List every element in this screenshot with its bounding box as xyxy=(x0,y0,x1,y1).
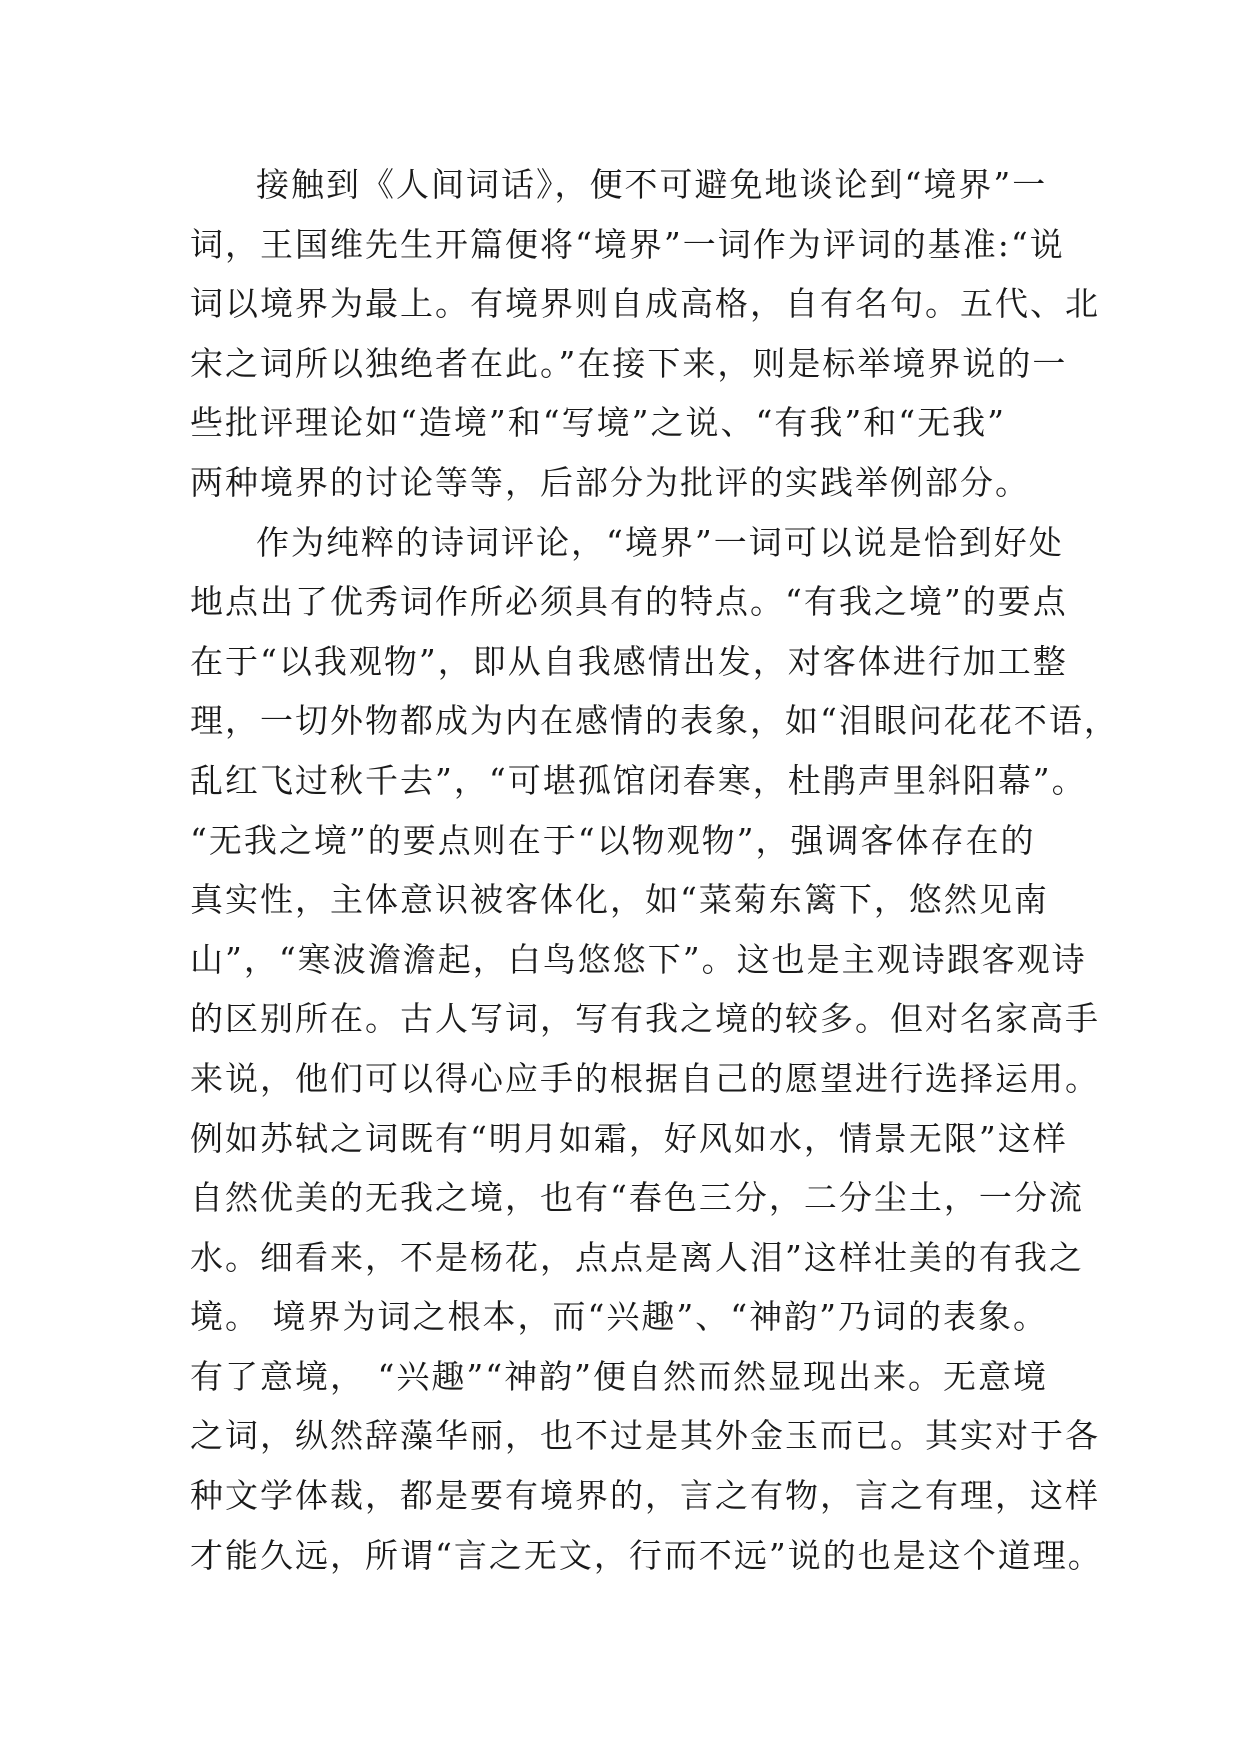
text-line: 的区别所在。古人写词，写有我之境的较多。但对名家高手 xyxy=(190,999,1100,1039)
text-line: 有了意境， “兴趣”“神韵”便自然而然显现出来。无意境 xyxy=(190,1356,1048,1396)
text-line: 理，一切外物都成为内在感情的表象，如“泪眼问花花不语， xyxy=(190,701,1119,741)
text-line: “无我之境”的要点则在于“以物观物”，强调客体存在的 xyxy=(190,820,1036,860)
text-line: 两种境界的讨论等等，后部分为批评的实践举例部分。 xyxy=(190,462,1030,502)
text-line: 水。细看来，不是杨花，点点是离人泪”这样壮美的有我之 xyxy=(190,1237,1084,1277)
text-line: 宋之词所以独绝者在此。”在接下来，则是标举境界说的一 xyxy=(190,343,1068,383)
text-line: 作为纯粹的诗词评论，“境界”一词可以说是恰到好处 xyxy=(256,522,1064,562)
text-line: 之词，纵然辞藻华丽，也不过是其外金玉而已。其实对于各 xyxy=(190,1416,1100,1456)
text-line: 词以境界为最上。有境界则自成高格，自有名句。五代、北 xyxy=(190,284,1100,324)
body-text xyxy=(190,155,1119,1585)
text-line: 乱红飞过秋千去”，“可堪孤馆闭春寒，杜鹃声里斜阳幕”。 xyxy=(190,760,1087,800)
text-line: 在于“以我观物”，即从自我感情出发，对客体进行加工整 xyxy=(190,641,1068,681)
text-line: 例如苏轼之词既有“明月如霜，好风如水，情景无限”这样 xyxy=(190,1118,1068,1158)
text-line: 来说，他们可以得心应手的根据自己的愿望进行选择运用。 xyxy=(190,1058,1100,1098)
text-line: 地点出了优秀词作所必须具有的特点。“有我之境”的要点 xyxy=(190,582,1068,622)
text-line: 些批评理论如“造境”和“写境”之说、“有我”和“无我” xyxy=(190,403,1006,443)
text-line: 词，王国维先生开篇便将“境界”一词作为评词的基准:“说 xyxy=(190,224,1065,264)
text-line: 山”，“寒波澹澹起，白鸟悠悠下”。这也是主观诗跟客观诗 xyxy=(190,939,1087,979)
text-line: 才能久远，所谓“言之无文，行而不远”说的也是这个道理。 xyxy=(190,1535,1103,1575)
text-line: 真实性，主体意识被客体化，如“菜菊东篱下，悠然见南 xyxy=(190,880,1049,920)
text-line: 种文学体裁，都是要有境界的，言之有物，言之有理，这样 xyxy=(190,1476,1100,1516)
text-line: 自然优美的无我之境，也有“春色三分，二分尘土，一分流 xyxy=(190,1178,1084,1218)
text-line: 接触到《人间词话》，便不可避免地谈论到“境界”一 xyxy=(256,165,1048,204)
text-line: 境。 境界为词之根本，而“兴趣”、“神韵”乃词的表象。 xyxy=(190,1297,1048,1337)
